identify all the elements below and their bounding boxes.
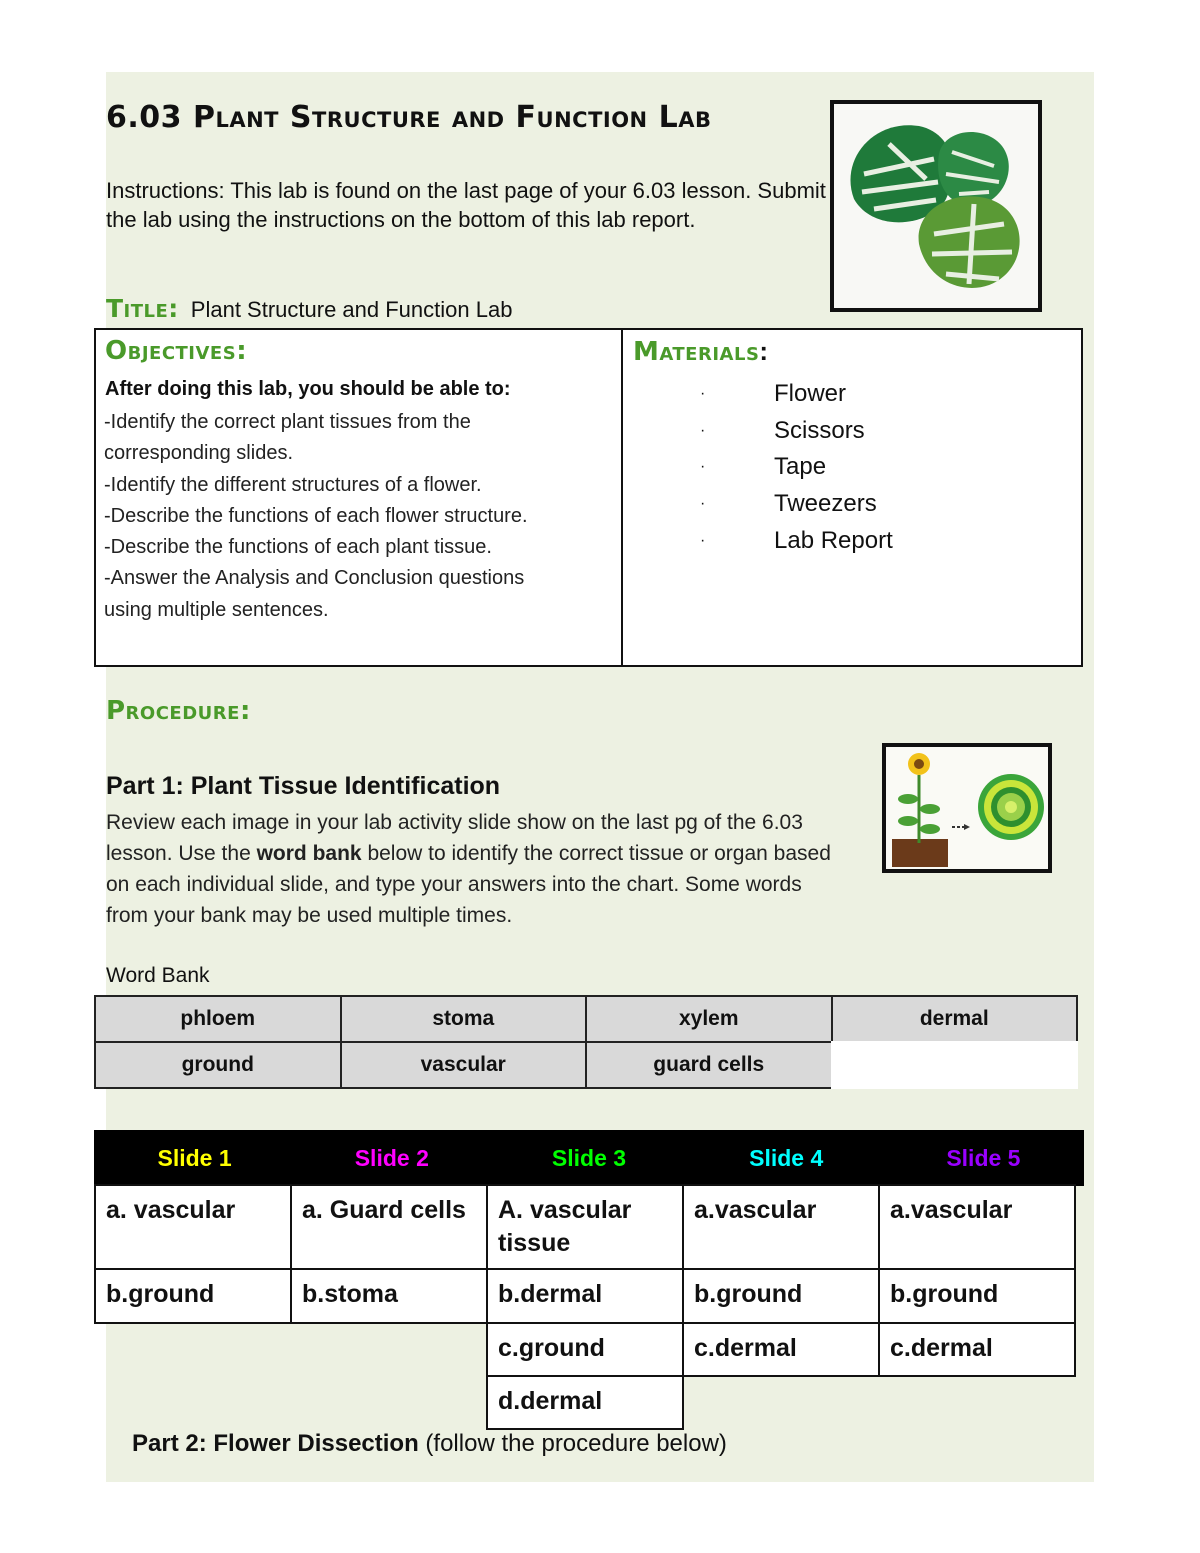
objectives-list bbox=[104, 407, 616, 626]
list-item: · Tweezers bbox=[700, 490, 877, 518]
objective-line: -Answer the Analysis and Conclusion questions bbox=[104, 567, 525, 590]
slide-header: Slide 1 bbox=[157, 1144, 232, 1171]
list-item: · Flower bbox=[700, 380, 847, 408]
title-value: Plant Structure and Function Lab bbox=[190, 297, 513, 322]
procedure-heading: Procedure: bbox=[106, 696, 251, 726]
part2-title: Part 2: Flower Dissection (follow the procedure below) bbox=[132, 1430, 727, 1457]
answer-cell[interactable]: A. vascular tissue bbox=[486, 1184, 684, 1270]
answer-cell[interactable]: b.ground bbox=[94, 1268, 292, 1324]
answer-cell[interactable]: b.dermal bbox=[486, 1268, 684, 1324]
table-divider bbox=[621, 328, 623, 667]
answer-cell[interactable]: c.ground bbox=[486, 1322, 684, 1377]
word-bank-cell: dermal bbox=[831, 995, 1079, 1043]
word-bank-cell: phloem bbox=[94, 995, 342, 1043]
slide-header: Slide 4 bbox=[749, 1144, 824, 1171]
blank-cell bbox=[94, 1375, 292, 1430]
blank-cell bbox=[290, 1322, 488, 1377]
objective-line: -Describe the functions of each flower structure. bbox=[104, 504, 528, 527]
objective-line: -Describe the functions of each plant tissue. bbox=[104, 536, 492, 559]
part1-instructions: Review each image in your lab activity slide show on the last pg of the 6.03 lesson. Use the word bank below to identify the correct tissue or organ based on each individual slide, and type your answers into the chart. Some words from your bank may be used multiple times. bbox=[106, 811, 831, 927]
blank-cell bbox=[94, 1322, 292, 1377]
word-bank-table bbox=[94, 995, 1084, 1091]
bullet: · bbox=[700, 421, 706, 439]
word-bank-cell: guard cells bbox=[585, 1041, 833, 1089]
answer-cell[interactable]: a.vascular bbox=[878, 1184, 1076, 1270]
blank-cell bbox=[290, 1375, 488, 1430]
answer-cell[interactable]: a. Guard cells bbox=[290, 1184, 488, 1270]
document-title: 6.03 Plant Structure and Function Lab bbox=[106, 100, 712, 135]
answer-cell[interactable]: d.dermal bbox=[486, 1375, 684, 1430]
bullet: · bbox=[700, 495, 706, 513]
objectives-lead: After doing this lab, you should be able to: bbox=[105, 378, 511, 400]
word-bank-cell: vascular bbox=[340, 1041, 588, 1089]
word-bank-cell: stoma bbox=[340, 995, 588, 1043]
title-label: Title: bbox=[106, 294, 179, 323]
answer-cell[interactable]: b.ground bbox=[878, 1268, 1076, 1324]
table-row bbox=[94, 995, 1084, 1043]
table-row bbox=[94, 1324, 1084, 1377]
table-row bbox=[94, 1270, 1084, 1324]
slides-answer-table bbox=[94, 1130, 1084, 1430]
list-item: · Tape bbox=[700, 453, 827, 481]
table-row bbox=[94, 1043, 1084, 1091]
part1-title: Part 1: Plant Tissue Identification bbox=[106, 772, 501, 800]
answer-cell[interactable]: b.stoma bbox=[290, 1268, 488, 1324]
objective-line: -Identify the correct plant tissues from the bbox=[104, 411, 471, 433]
word-bank-cell: xylem bbox=[585, 995, 833, 1043]
objective-line: using multiple sentences. bbox=[104, 598, 329, 621]
table-row bbox=[94, 1186, 1084, 1270]
word-bank-cell: ground bbox=[94, 1041, 342, 1089]
answer-cell[interactable]: c.dermal bbox=[682, 1322, 880, 1377]
objectives-heading: Objectives: bbox=[105, 336, 248, 366]
slide-header: Slide 5 bbox=[946, 1144, 1021, 1171]
answer-cell[interactable]: b.ground bbox=[682, 1268, 880, 1324]
answer-cell[interactable]: a.vascular bbox=[682, 1184, 880, 1270]
answer-cell[interactable]: c.dermal bbox=[878, 1322, 1076, 1377]
objective-line: -Identify the different structures of a flower. bbox=[104, 473, 482, 496]
monstera-leaves-icon bbox=[830, 100, 1042, 312]
bullet: · bbox=[700, 531, 706, 549]
table-row bbox=[94, 1377, 1084, 1430]
sunflower-cross-section-icon bbox=[882, 743, 1052, 873]
list-item: · Lab Report bbox=[700, 526, 893, 554]
materials-heading: Materials: bbox=[633, 336, 769, 367]
title-line bbox=[106, 294, 512, 323]
instructions-text: Instructions: This lab is found on the last page of your 6.03 lesson. Submit the lab using the instructions on the bottom of this lab report. bbox=[106, 178, 826, 232]
bullet: · bbox=[700, 385, 706, 403]
slide-header: Slide 2 bbox=[354, 1144, 429, 1171]
word-bank-empty-cell bbox=[831, 1041, 1079, 1089]
bullet: · bbox=[700, 458, 706, 476]
word-bank-label: Word Bank bbox=[106, 964, 210, 987]
slides-header-row bbox=[94, 1130, 1084, 1186]
objective-line: corresponding slides. bbox=[104, 442, 293, 465]
materials-list bbox=[700, 376, 893, 559]
slide-header: Slide 3 bbox=[551, 1144, 627, 1171]
list-item: · Scissors bbox=[700, 416, 865, 444]
answer-cell[interactable]: a. vascular bbox=[94, 1184, 292, 1270]
